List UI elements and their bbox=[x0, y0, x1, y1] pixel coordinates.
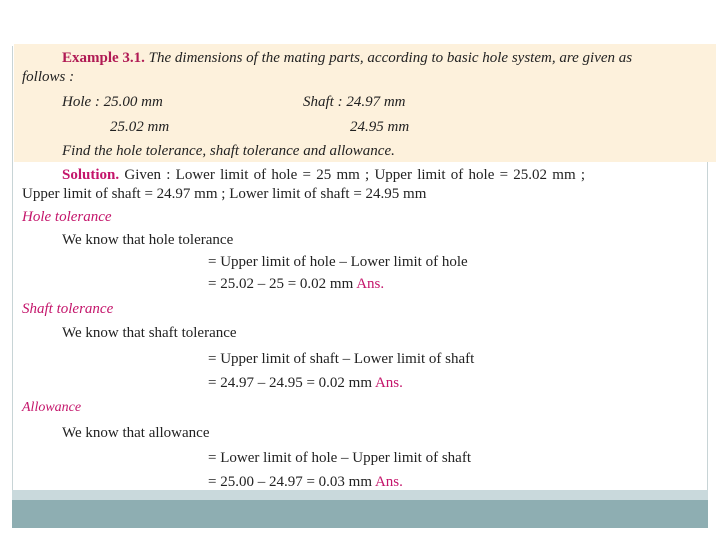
solution-given-text: Given : Lower limit of hole = 25 mm ; Upper limit of hole = 25.02 mm ; bbox=[119, 167, 586, 183]
hole-tolerance-result bbox=[208, 275, 384, 293]
allowance-heading: Allowance bbox=[22, 400, 82, 415]
shaft-tolerance-result-value: = 24.97 – 24.95 = 0.02 mm bbox=[208, 375, 375, 391]
shaft-tolerance-formula: = Upper limit of shaft – Lower limit of shaft bbox=[208, 351, 475, 367]
shaft-tolerance-ans: Ans. bbox=[374, 375, 403, 391]
hole-dimension-2: 25.02 mm bbox=[110, 119, 170, 135]
allowance-intro: We know that allowance bbox=[62, 425, 210, 441]
hole-dimension-1: Hole : 25.00 mm bbox=[62, 94, 163, 110]
shaft-dimension-2: 24.95 mm bbox=[350, 119, 410, 135]
hole-tolerance-result-value: = 25.02 – 25 = 0.02 mm bbox=[208, 276, 357, 292]
example-find-line: Find the hole tolerance, shaft tolerance and allowance. bbox=[62, 143, 395, 159]
footer-bar bbox=[12, 500, 708, 528]
slide-top-strip bbox=[12, 12, 708, 46]
shaft-tolerance-intro: We know that shaft tolerance bbox=[62, 325, 237, 341]
hole-tolerance-ans: Ans. bbox=[356, 276, 385, 292]
shaft-tolerance-result bbox=[208, 374, 403, 392]
example-statement-line2: follows : bbox=[22, 69, 75, 85]
hole-tolerance-formula: = Upper limit of hole – Lower limit of hole bbox=[208, 254, 468, 270]
allowance-ans: Ans. bbox=[374, 474, 403, 490]
example-statement-line1 bbox=[62, 49, 632, 67]
allowance-result-value: = 25.00 – 24.97 = 0.03 mm bbox=[208, 474, 375, 490]
shaft-dimension-1: Shaft : 24.97 mm bbox=[303, 94, 406, 110]
solution-label: Solution. bbox=[62, 167, 120, 183]
footer-divider bbox=[12, 490, 708, 500]
hole-tolerance-intro: We know that hole tolerance bbox=[62, 232, 234, 248]
solution-line1 bbox=[62, 166, 585, 184]
shaft-tolerance-heading: Shaft tolerance bbox=[22, 301, 114, 317]
example-statement-text: The dimensions of the mating parts, according to basic hole system, are given as bbox=[144, 50, 633, 66]
allowance-formula: = Lower limit of hole – Upper limit of shaft bbox=[208, 450, 471, 466]
allowance-result bbox=[208, 473, 403, 491]
example-heading: Example 3.1. bbox=[62, 50, 145, 66]
hole-tolerance-heading: Hole tolerance bbox=[22, 209, 112, 225]
solution-line2: Upper limit of shaft = 24.97 mm ; Lower limit of shaft = 24.95 mm bbox=[22, 186, 427, 202]
